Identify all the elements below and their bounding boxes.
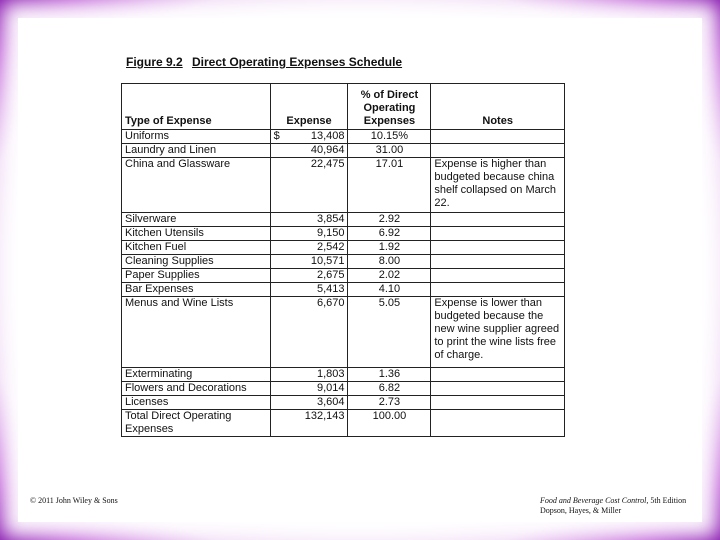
expense-notes-cell [431, 130, 565, 144]
expense-notes-cell [431, 368, 565, 382]
expense-amount-cell [270, 396, 348, 410]
expense-type-cell: Laundry and Linen [122, 144, 271, 158]
expense-amount-cell [270, 382, 348, 396]
figure-title [126, 55, 402, 69]
expense-type-cell: Total Direct Operating Expenses [122, 410, 271, 437]
header-expense: Expense [270, 84, 348, 130]
expense-amount: 22,475 [310, 158, 345, 170]
table-row [122, 382, 565, 396]
expense-notes-cell: Expense is lower than budgeted because the new wine supplier agreed to print the wine lists free of charge. [431, 297, 565, 368]
expense-amount-cell [270, 227, 348, 241]
expense-notes-cell [431, 283, 565, 297]
expense-type-cell: Kitchen Fuel [122, 241, 271, 255]
expense-amount: 1,803 [316, 368, 345, 380]
expense-percent-cell: 4.10 [348, 283, 431, 297]
header-percent: % of Direct Operating Expenses [348, 84, 431, 130]
expense-percent-cell: 31.00 [348, 144, 431, 158]
table-row [122, 144, 565, 158]
table-row [122, 410, 565, 437]
table-row [122, 130, 565, 144]
expense-notes-cell [431, 241, 565, 255]
expense-amount-cell [270, 269, 348, 283]
expense-amount: 3,854 [316, 213, 345, 225]
table-row [122, 255, 565, 269]
expense-notes-cell [431, 410, 565, 437]
expense-notes-cell [431, 255, 565, 269]
expense-percent-cell: 2.92 [348, 213, 431, 227]
expense-type-cell: Cleaning Supplies [122, 255, 271, 269]
expense-percent-cell: 2.73 [348, 396, 431, 410]
expense-amount-cell [270, 144, 348, 158]
expense-amount: 9,150 [316, 227, 345, 239]
expense-notes-cell: Expense is higher than budgeted because china shelf collapsed on March 22. [431, 158, 565, 213]
book-authors: Dopson, Hayes, & Miller [540, 506, 622, 515]
expense-percent-cell: 2.02 [348, 269, 431, 283]
currency-symbol: $ [273, 130, 280, 142]
expense-notes-cell [431, 396, 565, 410]
expense-amount-cell [270, 410, 348, 437]
expense-percent-cell: 1.92 [348, 241, 431, 255]
citation-footer [540, 496, 686, 516]
expense-type-cell: Silverware [122, 213, 271, 227]
book-edition: 5th Edition [648, 496, 687, 505]
expense-type-cell: Bar Expenses [122, 283, 271, 297]
expense-type-cell: Licenses [122, 396, 271, 410]
expense-type-cell: Menus and Wine Lists [122, 297, 271, 368]
book-title: Food and Beverage Cost Control, [540, 496, 649, 505]
expense-percent-cell: 6.82 [348, 382, 431, 396]
expense-percent-cell: 5.05 [348, 297, 431, 368]
expense-amount-cell [270, 130, 348, 144]
expense-percent-cell: 100.00 [348, 410, 431, 437]
expense-notes-cell [431, 269, 565, 283]
expense-type-cell: Exterminating [122, 368, 271, 382]
expense-amount: 5,413 [316, 283, 345, 295]
expense-amount: 40,964 [310, 144, 345, 156]
table-row [122, 297, 565, 368]
expense-amount-cell [270, 213, 348, 227]
table-row [122, 396, 565, 410]
table-header-row [122, 84, 565, 130]
figure-caption: Direct Operating Expenses Schedule [192, 55, 403, 69]
expense-percent-cell: 10.15% [348, 130, 431, 144]
table-row [122, 283, 565, 297]
expense-type-cell: Uniforms [122, 130, 271, 144]
header-type: Type of Expense [122, 84, 271, 130]
expense-amount-cell [270, 297, 348, 368]
table-row [122, 269, 565, 283]
expense-amount-cell [270, 283, 348, 297]
expense-amount: 3,604 [316, 396, 345, 408]
expense-amount: 6,670 [316, 297, 345, 309]
table-row [122, 241, 565, 255]
table-row [122, 213, 565, 227]
expense-notes-cell [431, 213, 565, 227]
expense-type-cell: Flowers and Decorations [122, 382, 271, 396]
expense-amount-cell [270, 241, 348, 255]
expense-percent-cell: 1.36 [348, 368, 431, 382]
expense-notes-cell [431, 227, 565, 241]
figure-number: Figure 9.2 [126, 55, 183, 69]
table-row [122, 368, 565, 382]
expense-type-cell: Kitchen Utensils [122, 227, 271, 241]
expense-notes-cell [431, 382, 565, 396]
table-row [122, 158, 565, 213]
expense-amount-cell [270, 368, 348, 382]
expense-percent-cell: 17.01 [348, 158, 431, 213]
expense-amount: 10,571 [310, 255, 345, 267]
expense-amount: 2,542 [316, 241, 345, 253]
header-notes: Notes [431, 84, 565, 130]
table-row [122, 227, 565, 241]
copyright-footer: © 2011 John Wiley & Sons [30, 496, 118, 505]
expense-amount: 132,143 [304, 410, 345, 422]
expense-percent-cell: 8.00 [348, 255, 431, 269]
expense-amount-cell [270, 255, 348, 269]
expense-amount: 9,014 [316, 382, 345, 394]
expense-schedule-table [121, 83, 565, 437]
expense-type-cell: China and Glassware [122, 158, 271, 213]
expense-notes-cell [431, 144, 565, 158]
expense-amount: 13,408 [310, 130, 345, 142]
expense-percent-cell: 6.92 [348, 227, 431, 241]
expense-type-cell: Paper Supplies [122, 269, 271, 283]
expense-amount: 2,675 [316, 269, 345, 281]
expense-amount-cell [270, 158, 348, 213]
